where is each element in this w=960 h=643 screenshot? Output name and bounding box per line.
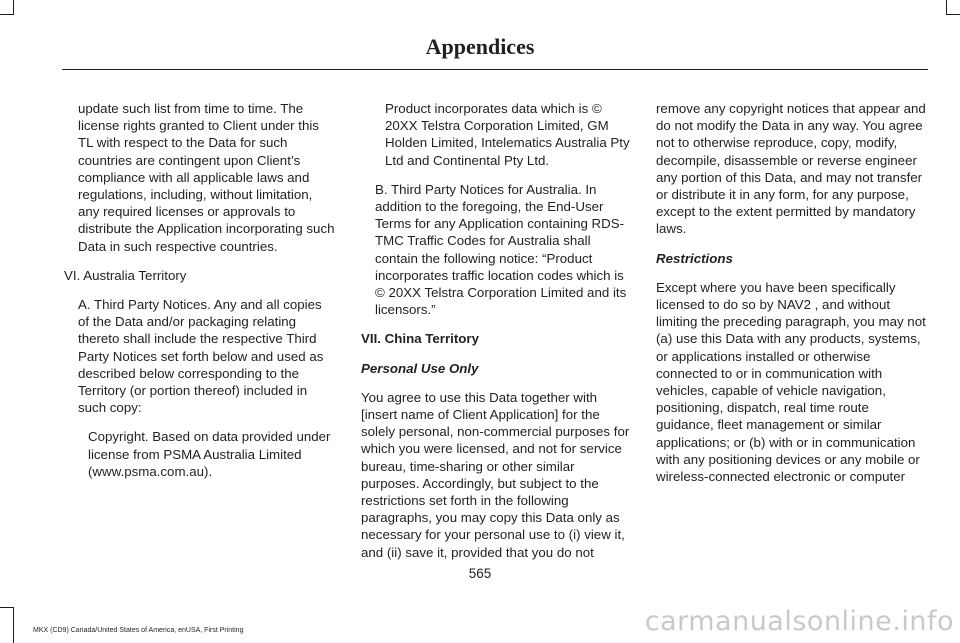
header-divider bbox=[62, 69, 928, 70]
paragraph: remove any copyright notices that appear and do not modify the Data in any way. You agree not to otherwise reproduce, copy, modify, decompile, disassemble or reverse engineer any portion of this Data, and may not transfer or distribute it in any form, for any purpose, except to the extent permitted by mandatory laws. bbox=[656, 101, 926, 237]
crop-mark-bottom-left-h bbox=[0, 607, 14, 608]
subsection-heading: Restrictions bbox=[656, 250, 733, 266]
crop-mark-top-left-v bbox=[13, 0, 14, 14]
paragraph: Copyright. Based on data provided under license from PSMA Australia Limited (www.psma.com.au). bbox=[88, 429, 331, 479]
column-2 bbox=[361, 100, 633, 573]
column-1 bbox=[64, 100, 336, 492]
footer-print-info: MKX (CD9) Canada/United States of America, enUSA, First Printing bbox=[33, 627, 244, 634]
page-number: 565 bbox=[468, 566, 492, 581]
paragraph: Except where you have been specifically licensed to do so by NAV2 , and without limiting the preceding paragraph, you may not (a) use this Data with any products, systems, or applications installed or otherwise connected to or in communication with vehicles, capable of vehicle navigation, positioning, dispatch, real time route guidance, fleet management or similar applications; or (b) with or in communication with any positioning devices or any mobile or wireless-connected electronic or computer bbox=[656, 279, 926, 485]
paragraph: update such list from time to time. The license rights granted to Client under this TL with respect to the Data for such countries are contingent upon Client’s compliance with all applicable laws and regulations, including, without limitation, any required licenses or approvals to distribute the Application incorporating such Data in such respective countries. bbox=[78, 101, 335, 254]
paragraph: B. Third Party Notices for Australia. In addition to the foregoing, the End-User Terms for any Application containing RDS-TMC Traffic Codes for Australia shall contain the following notice: “Product incorporates traffic location codes which is © 20XX Telstra Corporation Limited and its licensors.” bbox=[375, 181, 627, 318]
page-title: Appendices bbox=[425, 34, 535, 59]
crop-mark-bottom-left-v bbox=[13, 607, 14, 643]
paragraph: You agree to use this Data together with [insert name of Client Application] for the solely personal, non-commercial purposes for which you were licensed, and not for service bureau, time-sharing or other similar purposes. Accordingly, but subject to the restrictions set forth in the following paragraphs, you may copy this Data only as necessary for your personal use to (i) view it, and (ii) save it, provided that you do not bbox=[361, 389, 630, 560]
section-heading: VII. China Territory bbox=[361, 331, 479, 347]
paragraph: Product incorporates data which is © 20XX Telstra Corporation Limited, GM Holden Limited, Intelematics Australia Pty Ltd and Continental Pty Ltd. bbox=[385, 101, 630, 168]
crop-mark-top-right-h bbox=[946, 14, 960, 15]
crop-mark-top-left-h bbox=[0, 14, 14, 15]
paragraph: A. Third Party Notices. Any and all copies of the Data and/or packaging relating thereto shall include the respective Third Party Notices set forth below and used as described below corresponding to the Territory (or portion thereof) included in such copy: bbox=[78, 297, 324, 416]
column-3 bbox=[656, 100, 928, 497]
watermark: carmanualsonline.info bbox=[644, 606, 954, 637]
subsection-heading: Personal Use Only bbox=[361, 360, 479, 376]
crop-mark-top-right-v bbox=[946, 0, 947, 14]
section-heading: VI. Australia Territory bbox=[64, 267, 187, 283]
